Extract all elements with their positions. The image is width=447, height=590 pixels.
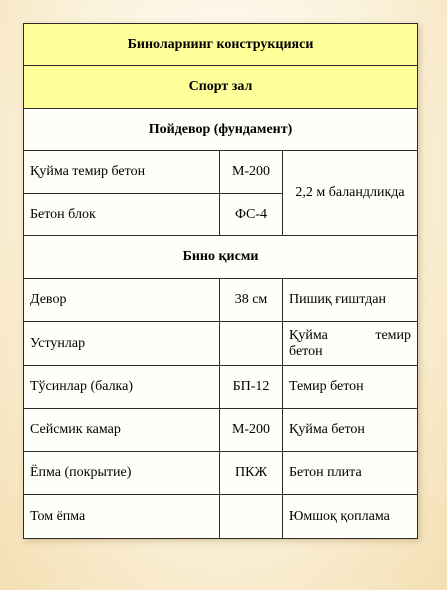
foundation-depth-note: 2,2 м баландликда (283, 151, 418, 236)
element-material: Қуйма бетон (283, 409, 418, 452)
table-row (24, 452, 418, 495)
element-material: Бетон плита (283, 452, 418, 495)
element-grade: ФС-4 (220, 194, 283, 236)
subtitle-row (24, 66, 418, 109)
building-heading-row (24, 236, 418, 279)
element-name: Сейсмик камар (24, 409, 220, 452)
element-grade: М-200 (220, 409, 283, 452)
table-subtitle: Спорт зал (24, 66, 418, 109)
element-material: Юмшоқ қоплама (283, 495, 418, 539)
construction-table (23, 23, 418, 539)
table-row (24, 366, 418, 409)
element-grade: ПКЖ (220, 452, 283, 495)
element-grade: БП-12 (220, 366, 283, 409)
element-grade: М-200 (220, 151, 283, 194)
element-material (283, 322, 418, 366)
building-heading: Бино қисми (24, 236, 418, 279)
title-row (24, 24, 418, 66)
element-name: Том ёпма (24, 495, 220, 539)
element-name: Қуйма темир бетон (24, 151, 220, 194)
element-name: Тўсинлар (балка) (24, 366, 220, 409)
element-material: Пишиқ ғиштдан (283, 279, 418, 322)
foundation-heading: Пойдевор (фундамент) (24, 109, 418, 151)
table-row (24, 151, 418, 194)
table-row (24, 409, 418, 452)
element-grade (220, 495, 283, 539)
element-name: Устунлар (24, 322, 220, 366)
table-title: Биноларнинг конструкцияси (24, 24, 418, 66)
table-row (24, 322, 418, 366)
material-line: бетон (289, 343, 323, 359)
foundation-heading-row (24, 109, 418, 151)
material-line: Қуйма темир (289, 327, 412, 343)
element-name: Ёпма (покрытие) (24, 452, 220, 495)
table-row (24, 495, 418, 539)
element-grade (220, 322, 283, 366)
element-name: Бетон блок (24, 194, 220, 236)
element-material: Темир бетон (283, 366, 418, 409)
element-grade: 38 см (220, 279, 283, 322)
element-name: Девор (24, 279, 220, 322)
table-row (24, 279, 418, 322)
